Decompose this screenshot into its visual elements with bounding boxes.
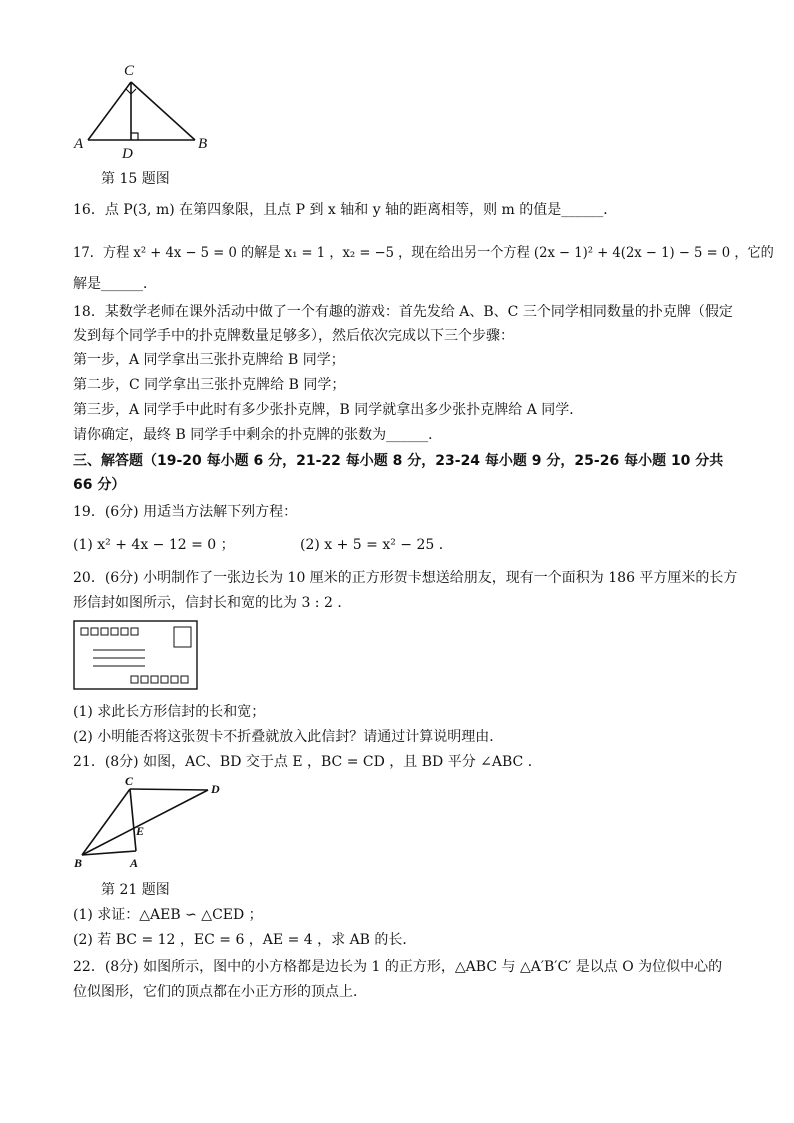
question-21-part-1: (1) 求证：△AEB ∽ △CED ； [73,907,263,923]
section-3-heading-line-1: 三、解答题（19-20 每小题 6 分，21-22 每小题 8 分，23-24 每小题 9 分，25-26 每小题 10 分共 [73,453,724,469]
label-c: C [125,774,134,788]
question-20-part-2: (2) 小明能否将这张贺卡不折叠就放入此信封？请通过计算说明理由． [73,729,504,745]
figure-15-caption: 第 15 题图 [101,171,170,187]
sender-postcode-boxes [131,676,188,683]
question-18-ask: 请你确定，最终 B 同学手中剩余的扑克牌的张数为______． [73,427,443,443]
question-21-stem: 21．(8分) 如图，AC、BD 交于点 E ，BC = CD ，且 BD 平分 ∠ABC ． [73,754,542,770]
question-16: 16．点 P(3, m) 在第四象限，且点 P 到 x 轴和 y 轴的距离相等，则 m 的值是______． [73,202,618,218]
segment-ca [130,789,136,851]
envelope-figure [73,620,199,692]
question-21-part-2: (2) 若 BC = 12 ，EC = 6 ，AE = 4 ，求 AB 的长． [73,932,417,948]
question-17-line-1: 17．方程 x² + 4x − 5 = 0 的解是 x₁ = 1 ，x₂ = −5 ，现在给出另一个方程 (2x − 1)² + 4(2x − 1) − 5 = 0 ，它的 [73,245,774,261]
segment-bd [82,790,208,855]
question-18-line-1: 18．某数学老师在课外活动中做了一个有趣的游戏：首先发给 A、B、C 三个同学相同数量的扑克牌（假定 [73,304,733,320]
label-b: B [198,136,208,152]
question-17-line-2: 解是______． [73,276,157,292]
envelope-outline [74,621,197,689]
figure-21-caption: 第 21 题图 [101,882,170,898]
question-20-line-2: 形信封如图所示，信封长和宽的比为 3 : 2 ． [73,595,352,611]
label-a: A [130,856,139,870]
question-19-part-1: (1) x² + 4x − 12 = 0 ； [73,537,235,553]
label-d: D [122,146,133,162]
label-d: D [211,782,220,796]
stamp-box [174,627,191,647]
right-angle-mark-d [131,133,138,140]
question-19-part-2: (2) x + 5 = x² − 25 ． [300,537,453,553]
label-c: C [124,63,135,79]
question-22-line-1: 22．(8分) 如图所示，图中的小方格都是边长为 1 的正方形，△ABC 与 △A′B′C′ 是以点 O 为位似中心的 [73,959,723,975]
question-20-part-1: (1) 求此长方形信封的长和宽； [73,704,266,720]
figure-21 [70,773,230,873]
segment-cd [130,789,208,790]
side-bc [131,82,195,140]
postcode-boxes [81,628,138,635]
section-3-heading-line-2: 66 分） [73,477,126,493]
question-18-line-2: 发到每个同学手中的扑克牌数量足够多），然后依次完成以下三个步骤： [73,328,514,344]
question-18-step-1: 第一步，A 同学拿出三张扑克牌给 B 同学； [73,352,345,368]
question-22-line-2: 位似图形，它们的顶点都在小正方形的顶点上． [73,984,367,1000]
question-18-step-3: 第三步，A 同学手中此时有多少张扑克牌，B 同学就拿出多少张扑克牌给 A 同学． [73,402,584,418]
label-b: B [74,856,83,870]
label-a: A [74,136,84,152]
question-18-step-2: 第二步，C 同学拿出三张扑克牌给 B 同学； [73,377,346,393]
question-19-stem: 19．(6分) 用适当方法解下列方程： [73,504,298,520]
label-e: E [136,824,145,838]
segment-bc [82,789,130,855]
side-ac [88,82,131,140]
question-20-line-1: 20．(6分) 小明制作了一张边长为 10 厘米的正方形贺卡想送给朋友，现有一个面积为 186 平方厘米的长方 [73,570,738,586]
figure-15-triangle [70,60,220,160]
